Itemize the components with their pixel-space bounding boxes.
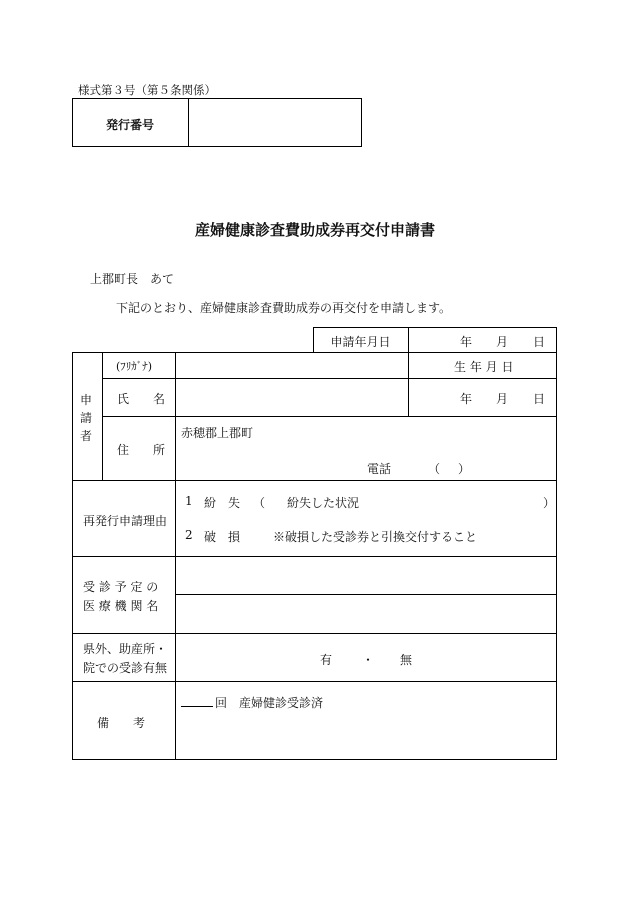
phone-paren-open: （ — [428, 462, 441, 476]
reason-option1-detail: 紛失した状況 — [287, 496, 360, 510]
reason-option1-paren-open: （ — [253, 496, 266, 510]
birthdate-column-divider — [408, 352, 409, 416]
outside-label-line2: 院での受診有無 — [83, 661, 168, 675]
page-title: 産婦健康診査費助成券再交付申請書 — [194, 221, 435, 239]
outside-row-bottom — [72, 681, 557, 682]
birth-day: 日 — [533, 392, 546, 406]
name-label: 氏 名 — [117, 392, 166, 406]
reason-option2-number: 2 — [185, 528, 193, 542]
clinic-row-bottom — [72, 633, 557, 634]
intro-text: 下記のとおり、産婦健康診査費助成券の再交付を申請します。 — [116, 301, 452, 315]
applicant-section-bottom — [72, 480, 557, 481]
address-field[interactable]: 赤穂郡上郡町 — [181, 426, 254, 440]
reason-option1-paren-close: ） — [543, 496, 556, 510]
phone-label: 電話 — [367, 462, 392, 476]
table-bottom-border — [72, 759, 557, 760]
outside-option-dot: ・ — [362, 653, 375, 667]
reason-label: 再発行申請理由 — [83, 514, 168, 528]
form-number: 様式第３号（第５条関係） — [78, 83, 216, 97]
application-date-label: 申請年月日 — [330, 335, 391, 349]
reason-option2-text[interactable]: 破 損 — [204, 530, 241, 544]
furigana-label: (ﾌﾘｶﾞﾅ) — [116, 360, 153, 373]
table-right-border — [556, 327, 557, 760]
outside-label-line1: 県外、助産所・ — [83, 642, 168, 656]
name-row-bottom — [102, 416, 557, 417]
birth-year: 年 — [460, 392, 473, 406]
application-date-day: 日 — [533, 335, 546, 349]
birth-month: 月 — [496, 392, 509, 406]
reason-row-bottom — [72, 556, 557, 557]
date-row-top-border — [313, 327, 557, 328]
table-top-border — [72, 352, 557, 353]
remarks-count-suffix: 回 産婦健診受診済 — [215, 696, 324, 710]
remarks-count-blank[interactable] — [181, 706, 213, 707]
clinic-row-divider — [175, 594, 557, 595]
clinic-label-line2: 医 療 機 関 名 — [83, 599, 159, 613]
issue-box-bottom-border — [72, 146, 362, 147]
reason-option1-text[interactable]: 紛 失 — [204, 496, 241, 510]
reason-option2-note: ※破損した受診券と引換交付すること — [273, 530, 478, 544]
reason-option1-number: 1 — [185, 494, 193, 508]
remarks-label: 備 考 — [97, 716, 146, 730]
application-date-month: 月 — [496, 335, 509, 349]
application-date-year: 年 — [460, 335, 473, 349]
applicant-label-char-3: 者 — [80, 429, 93, 443]
date-row-divider — [408, 327, 409, 353]
issue-number-label: 発行番号 — [105, 118, 154, 132]
address-label: 住 所 — [117, 443, 166, 457]
clinic-label-line1: 受 診 予 定 の — [83, 580, 159, 594]
issue-box-top-border — [72, 98, 362, 99]
applicant-label-char-2: 請 — [80, 411, 93, 425]
outside-option-no[interactable]: 無 — [400, 653, 413, 667]
issue-box-right-border — [361, 98, 362, 147]
applicant-group-label — [80, 391, 92, 445]
applicant-label-char-1: 申 — [80, 393, 93, 407]
addressee: 上郡町長 あて — [90, 272, 175, 286]
outside-option-yes[interactable]: 有 — [320, 653, 333, 667]
issue-box-divider — [188, 98, 189, 147]
birthdate-label: 生 年 月 日 — [454, 360, 514, 374]
furigana-row-bottom — [102, 378, 557, 379]
phone-paren-close: ） — [458, 462, 471, 476]
